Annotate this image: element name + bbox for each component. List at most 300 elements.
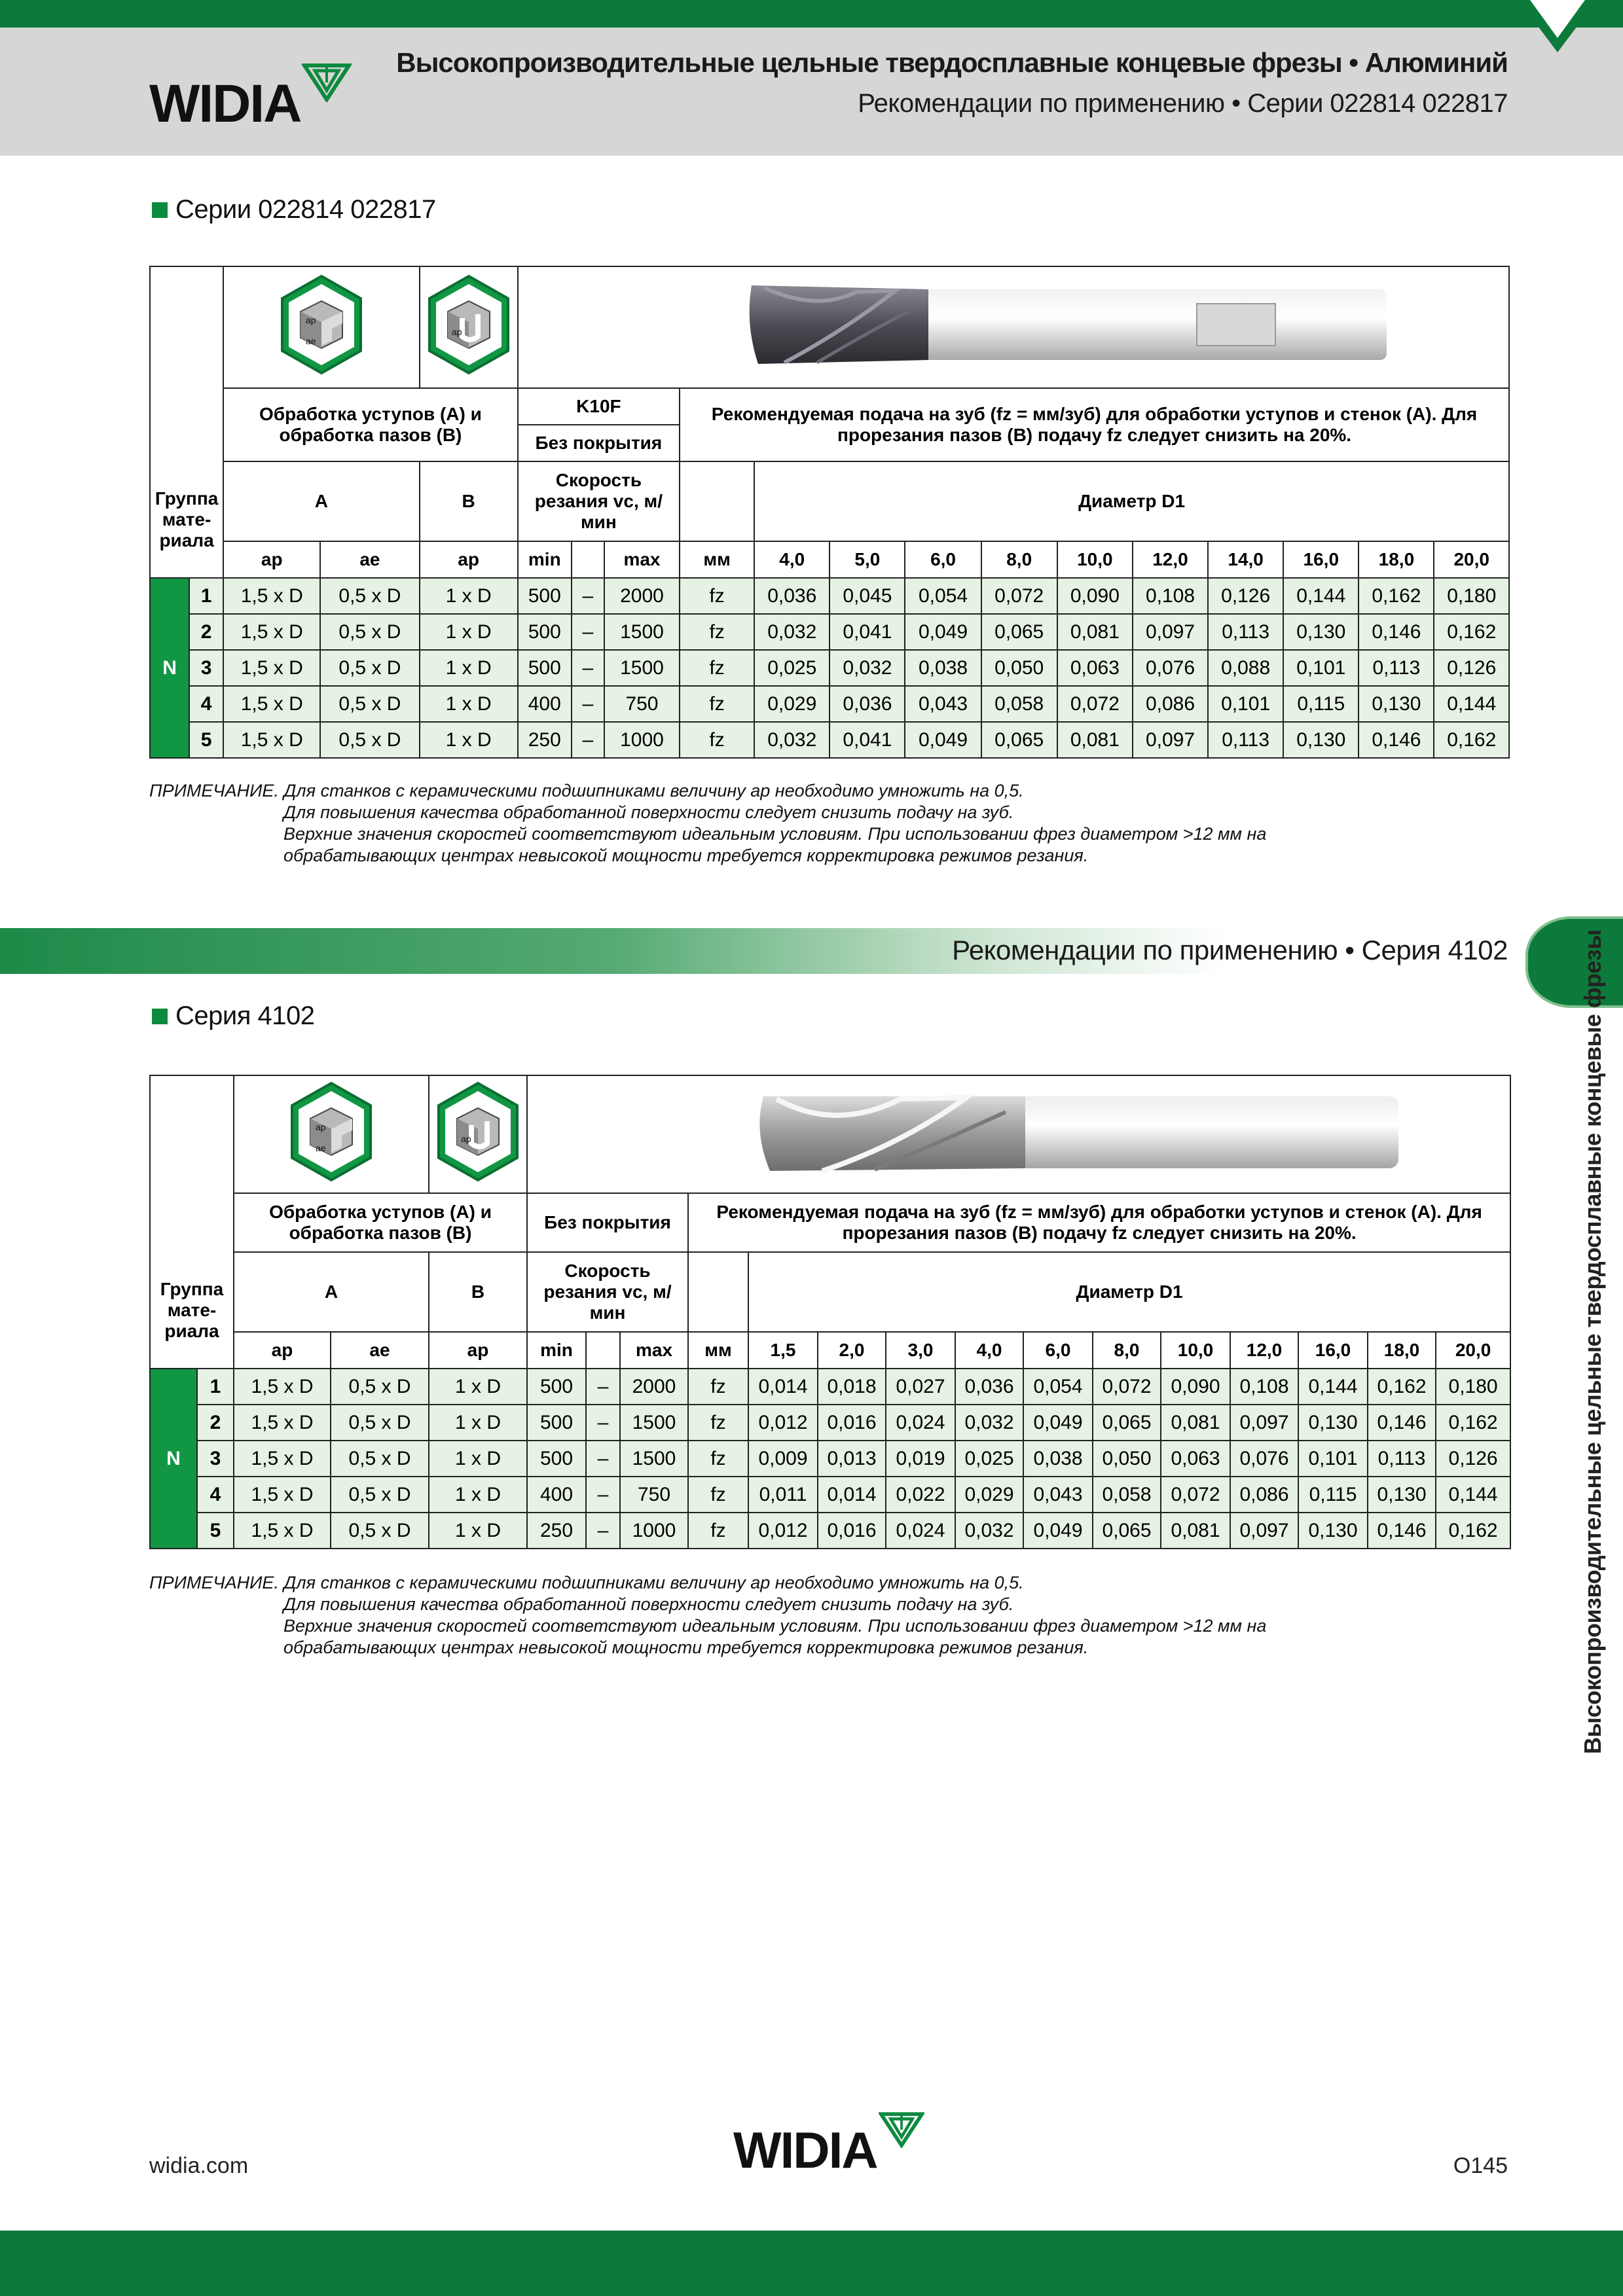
- feed-value: 0,180: [1436, 1369, 1510, 1405]
- unit-cell: fz: [688, 1513, 748, 1549]
- feed-value: 0,032: [754, 722, 830, 758]
- diameter-header: 1,5: [748, 1332, 818, 1369]
- icon-ap-label: ap: [305, 315, 316, 325]
- feed-value: 0,036: [830, 686, 905, 722]
- diameter-header: 18,0: [1359, 541, 1434, 578]
- coating-label: Без покрытия: [518, 425, 680, 461]
- ap-b-value: 1 x D: [420, 686, 518, 722]
- feed-value: 0,011: [748, 1477, 818, 1513]
- ap-value: 1,5 x D: [223, 614, 320, 650]
- material-group-cell: N: [150, 1369, 197, 1549]
- feed-value: 0,113: [1368, 1441, 1436, 1477]
- section2-note: [149, 1572, 1266, 1659]
- ae-value: 0,5 x D: [320, 578, 419, 614]
- feed-value: 0,049: [1023, 1405, 1093, 1441]
- speed-min: 500: [518, 614, 572, 650]
- feed-value: 0,097: [1133, 722, 1208, 758]
- feed-value: 0,126: [1208, 578, 1283, 614]
- feed-value: 0,076: [1133, 650, 1208, 686]
- ap-value: 1,5 x D: [234, 1405, 331, 1441]
- column-b-label: B: [429, 1252, 527, 1332]
- ap-b-value: 1 x D: [429, 1477, 527, 1513]
- section1-tool-image: [518, 266, 1509, 388]
- speed-dash: –: [586, 1405, 620, 1441]
- speed-min: 500: [518, 650, 572, 686]
- section1-heading: [152, 195, 436, 224]
- feed-value: 0,018: [818, 1369, 886, 1405]
- feed-value: 0,081: [1161, 1513, 1230, 1549]
- speed-min: 400: [518, 686, 572, 722]
- feed-value: 0,036: [955, 1369, 1023, 1405]
- ap-b-value: 1 x D: [420, 578, 518, 614]
- speed-max: 1000: [620, 1513, 688, 1549]
- column-b-label: B: [420, 461, 518, 541]
- diameter-header: 3,0: [886, 1332, 955, 1369]
- feed-value: 0,146: [1359, 722, 1434, 758]
- feed-value: 0,027: [886, 1369, 955, 1405]
- speed-dash: –: [572, 614, 604, 650]
- subheader-ae: ae: [320, 541, 419, 578]
- diameter-label: Диаметр D1: [748, 1252, 1510, 1332]
- ap-b-value: 1 x D: [429, 1441, 527, 1477]
- group-label: Группа мате-риала: [150, 1252, 234, 1369]
- feed-value: 0,146: [1368, 1513, 1436, 1549]
- feed-value: 0,081: [1057, 614, 1133, 650]
- unit-cell: fz: [688, 1405, 748, 1441]
- table-row: [150, 722, 1509, 758]
- feed-value: 0,065: [981, 722, 1057, 758]
- feed-value: 0,081: [1057, 722, 1133, 758]
- feed-note: Рекомендуемая подача на зуб (fz = мм/зуб) для обработки уступов и стенок (A). Для прорезания пазов (B) подачу fz следует снизить на 20%.: [688, 1193, 1510, 1252]
- section1-icon-cell-b: [420, 266, 518, 388]
- feed-value: 0,009: [748, 1441, 818, 1477]
- speed-max: 1000: [604, 722, 680, 758]
- operation-label: Обработка уступов (A) и обработка пазов (B): [234, 1193, 527, 1252]
- ae-value: 0,5 x D: [331, 1441, 429, 1477]
- table-row: [150, 578, 1509, 614]
- feed-value: 0,130: [1298, 1405, 1368, 1441]
- unit-cell: fz: [680, 614, 754, 650]
- feed-value: 0,130: [1283, 722, 1359, 758]
- diameter-header: 12,0: [1230, 1332, 1298, 1369]
- diameter-header: 4,0: [754, 541, 830, 578]
- feed-value: 0,032: [754, 614, 830, 650]
- table-row: [150, 1441, 1510, 1477]
- speed-dash: –: [572, 578, 604, 614]
- section1-table: [149, 266, 1510, 759]
- ap-b-value: 1 x D: [420, 722, 518, 758]
- note-line: обрабатывающих центрах невысокой мощности требуется корректировка режимов резания.: [283, 846, 1089, 865]
- speed-dash: –: [586, 1477, 620, 1513]
- feed-value: 0,146: [1359, 614, 1434, 650]
- row-number: 3: [189, 650, 223, 686]
- ae-value: 0,5 x D: [320, 722, 419, 758]
- feed-value: 0,045: [830, 578, 905, 614]
- feed-value: 0,058: [1093, 1477, 1161, 1513]
- table-row: [150, 1369, 1510, 1405]
- subheader-max: max: [604, 541, 680, 578]
- ae-value: 0,5 x D: [320, 686, 419, 722]
- feed-value: 0,086: [1230, 1477, 1298, 1513]
- feed-value: 0,019: [886, 1441, 955, 1477]
- note-line: ПРИМЕЧАНИЕ. Для станков с керамическими подшипниками величину ap необходимо умножить на 0,5.: [149, 1573, 1024, 1592]
- diameter-header: 12,0: [1133, 541, 1208, 578]
- speed-max: 1500: [604, 650, 680, 686]
- row-number: 2: [197, 1405, 234, 1441]
- speed-max: 1500: [620, 1405, 688, 1441]
- unit-blank: [688, 1252, 748, 1332]
- row-number: 1: [189, 578, 223, 614]
- section2-table: [149, 1075, 1511, 1549]
- section2-icon-cell-a: [234, 1075, 429, 1193]
- feed-value: 0,049: [905, 614, 981, 650]
- header-logo: [149, 74, 352, 134]
- table-row: [150, 1513, 1510, 1549]
- diameter-header: 14,0: [1208, 541, 1283, 578]
- unit-cell: fz: [680, 722, 754, 758]
- feed-value: 0,072: [981, 578, 1057, 614]
- feed-value: 0,097: [1230, 1405, 1298, 1441]
- feed-value: 0,012: [748, 1513, 818, 1549]
- section2-heading-text: Серия 4102: [175, 1001, 315, 1030]
- note-line: Верхние значения скоростей соответствуют идеальным условиям. При использовании фрез диаметром >12 мм на: [283, 1616, 1267, 1636]
- feed-value: 0,016: [818, 1405, 886, 1441]
- logo-wordmark: WIDIA: [149, 74, 301, 134]
- speed-min: 250: [518, 722, 572, 758]
- feed-value: 0,058: [981, 686, 1057, 722]
- row-number: 4: [197, 1477, 234, 1513]
- ap-value: 1,5 x D: [234, 1441, 331, 1477]
- ap-value: 1,5 x D: [223, 722, 320, 758]
- diameter-header: 10,0: [1161, 1332, 1230, 1369]
- ap-value: 1,5 x D: [223, 650, 320, 686]
- ap-value: 1,5 x D: [234, 1513, 331, 1549]
- feed-value: 0,041: [830, 722, 905, 758]
- ae-value: 0,5 x D: [331, 1369, 429, 1405]
- feed-value: 0,130: [1283, 614, 1359, 650]
- widia-triangle-icon: [879, 2111, 924, 2148]
- unit-cell: fz: [680, 650, 754, 686]
- end-mill-image: [621, 272, 1406, 377]
- ap-value: 1,5 x D: [234, 1369, 331, 1405]
- feed-value: 0,072: [1093, 1369, 1161, 1405]
- feed-value: 0,180: [1434, 578, 1509, 614]
- feed-value: 0,054: [905, 578, 981, 614]
- note-line: Для повышения качества обработанной поверхности следует снизить подачу на зуб.: [283, 1594, 1014, 1614]
- subheader-max: max: [620, 1332, 688, 1369]
- section1-heading-text: Серии 022814 022817: [175, 195, 436, 224]
- feed-value: 0,050: [1093, 1441, 1161, 1477]
- unit-cell: fz: [680, 578, 754, 614]
- feed-value: 0,038: [905, 650, 981, 686]
- subheader-blank: [572, 541, 604, 578]
- ap-value: 1,5 x D: [223, 686, 320, 722]
- diameter-header: 6,0: [1023, 1332, 1093, 1369]
- feed-value: 0,050: [981, 650, 1057, 686]
- subheader-ap-b: ap: [420, 541, 518, 578]
- group-label: Группа мате-риала: [150, 461, 223, 578]
- speed-label: Скорость резания vc, м/мин: [527, 1252, 688, 1332]
- row-number: 5: [197, 1513, 234, 1549]
- subheader-min: min: [527, 1332, 586, 1369]
- feed-value: 0,076: [1230, 1441, 1298, 1477]
- feed-value: 0,101: [1208, 686, 1283, 722]
- ap-b-value: 1 x D: [420, 614, 518, 650]
- table-row: [150, 1405, 1510, 1441]
- diameter-header: 20,0: [1436, 1332, 1510, 1369]
- speed-min: 250: [527, 1513, 586, 1549]
- feed-value: 0,063: [1161, 1441, 1230, 1477]
- table-row: [150, 686, 1509, 722]
- group-header-top: [150, 1075, 234, 1252]
- bottom-green-bar: [0, 2231, 1623, 2296]
- ap-b-value: 1 x D: [429, 1405, 527, 1441]
- feed-value: 0,130: [1368, 1477, 1436, 1513]
- feed-value: 0,043: [1023, 1477, 1093, 1513]
- diameter-header: 10,0: [1057, 541, 1133, 578]
- speed-min: 500: [518, 578, 572, 614]
- feed-value: 0,144: [1436, 1477, 1510, 1513]
- feed-value: 0,086: [1133, 686, 1208, 722]
- note-line: Для повышения качества обработанной поверхности следует снизить подачу на зуб.: [283, 802, 1014, 822]
- ap-b-value: 1 x D: [420, 650, 518, 686]
- unit-cell: fz: [688, 1441, 748, 1477]
- note-line: ПРИМЕЧАНИЕ. Для станков с керамическими подшипниками величину ap необходимо умножить на 0,5.: [149, 781, 1024, 800]
- speed-max: 1500: [604, 614, 680, 650]
- feed-value: 0,108: [1133, 578, 1208, 614]
- table-row: [150, 1477, 1510, 1513]
- speed-dash: –: [586, 1441, 620, 1477]
- logo-wordmark: WIDIA: [733, 2121, 877, 2179]
- feed-value: 0,088: [1208, 650, 1283, 686]
- subheader-unit: мм: [688, 1332, 748, 1369]
- feed-value: 0,063: [1057, 650, 1133, 686]
- page-subtitle: Рекомендации по применению • Серии 022814 022817: [858, 89, 1508, 118]
- feed-value: 0,013: [818, 1441, 886, 1477]
- speed-max: 750: [604, 686, 680, 722]
- speed-dash: –: [586, 1513, 620, 1549]
- widia-triangle-icon: [302, 63, 352, 102]
- feed-value: 0,049: [1023, 1513, 1093, 1549]
- unit-cell: fz: [688, 1369, 748, 1405]
- feed-value: 0,126: [1434, 650, 1509, 686]
- speed-max: 2000: [620, 1369, 688, 1405]
- feed-value: 0,025: [754, 650, 830, 686]
- speed-dash: –: [572, 686, 604, 722]
- feed-value: 0,022: [886, 1477, 955, 1513]
- group-header-top: [150, 266, 223, 461]
- feed-value: 0,065: [1093, 1405, 1161, 1441]
- ap-value: 1,5 x D: [234, 1477, 331, 1513]
- speed-max: 2000: [604, 578, 680, 614]
- feed-value: 0,115: [1283, 686, 1359, 722]
- subheader-ae: ae: [331, 1332, 429, 1369]
- table-row: [150, 614, 1509, 650]
- section2-heading: [152, 1001, 314, 1031]
- feed-value: 0,115: [1298, 1477, 1368, 1513]
- feed-value: 0,113: [1208, 722, 1283, 758]
- feed-value: 0,014: [748, 1369, 818, 1405]
- feed-value: 0,162: [1434, 722, 1509, 758]
- diameter-label: Диаметр D1: [754, 461, 1509, 541]
- row-number: 5: [189, 722, 223, 758]
- feed-value: 0,090: [1161, 1369, 1230, 1405]
- speed-min: 500: [527, 1405, 586, 1441]
- top-corner-cutout: [1530, 0, 1585, 38]
- slot-milling-icon: [432, 1079, 524, 1184]
- speed-min: 500: [527, 1369, 586, 1405]
- feed-value: 0,144: [1283, 578, 1359, 614]
- feed-value: 0,072: [1161, 1477, 1230, 1513]
- icon-ae-label: ae: [316, 1143, 326, 1153]
- feed-value: 0,162: [1436, 1405, 1510, 1441]
- feed-value: 0,012: [748, 1405, 818, 1441]
- diameter-header: 6,0: [905, 541, 981, 578]
- diameter-header: 8,0: [981, 541, 1057, 578]
- ae-value: 0,5 x D: [320, 650, 419, 686]
- material-group-cell: N: [150, 578, 189, 758]
- feed-value: 0,162: [1434, 614, 1509, 650]
- feed-value: 0,054: [1023, 1369, 1093, 1405]
- feed-value: 0,016: [818, 1513, 886, 1549]
- subheader-min: min: [518, 541, 572, 578]
- feed-value: 0,072: [1057, 686, 1133, 722]
- column-a-label: A: [234, 1252, 429, 1332]
- diameter-header: 4,0: [955, 1332, 1023, 1369]
- feed-value: 0,101: [1298, 1441, 1368, 1477]
- section2-tool-image: [527, 1075, 1510, 1193]
- ap-b-value: 1 x D: [429, 1513, 527, 1549]
- feed-value: 0,097: [1133, 614, 1208, 650]
- feed-value: 0,041: [830, 614, 905, 650]
- diameter-header: 16,0: [1298, 1332, 1368, 1369]
- feed-value: 0,113: [1359, 650, 1434, 686]
- feed-value: 0,024: [886, 1513, 955, 1549]
- unit-cell: fz: [680, 686, 754, 722]
- feed-value: 0,032: [955, 1513, 1023, 1549]
- feed-value: 0,113: [1208, 614, 1283, 650]
- note-line: Верхние значения скоростей соответствуют идеальным условиям. При использовании фрез диаметром >12 мм на: [283, 824, 1267, 844]
- speed-dash: –: [572, 722, 604, 758]
- coating-label: Без покрытия: [527, 1193, 688, 1252]
- feed-value: 0,029: [955, 1477, 1023, 1513]
- subheader-unit: мм: [680, 541, 754, 578]
- shoulder-milling-icon: [285, 1079, 377, 1184]
- footer-website-link[interactable]: widia.com: [149, 2153, 249, 2178]
- page-number: O145: [1453, 2153, 1508, 2178]
- feed-value: 0,130: [1298, 1513, 1368, 1549]
- feed-value: 0,097: [1230, 1513, 1298, 1549]
- feed-value: 0,162: [1436, 1513, 1510, 1549]
- feed-value: 0,162: [1368, 1369, 1436, 1405]
- band-title: Рекомендации по применению • Серия 4102: [952, 935, 1508, 965]
- row-number: 3: [197, 1441, 234, 1477]
- ap-b-value: 1 x D: [429, 1369, 527, 1405]
- diameter-header: 8,0: [1093, 1332, 1161, 1369]
- note-line: обрабатывающих центрах невысокой мощности требуется корректировка режимов резания.: [283, 1638, 1089, 1657]
- feed-value: 0,025: [955, 1441, 1023, 1477]
- row-number: 1: [197, 1369, 234, 1405]
- section1-icon-cell-a: [223, 266, 419, 388]
- feed-value: 0,081: [1161, 1405, 1230, 1441]
- feed-value: 0,049: [905, 722, 981, 758]
- feed-value: 0,065: [981, 614, 1057, 650]
- feed-value: 0,036: [754, 578, 830, 614]
- speed-dash: –: [572, 650, 604, 686]
- feed-value: 0,162: [1359, 578, 1434, 614]
- operation-label: Обработка уступов (A) и обработка пазов (B): [223, 388, 518, 461]
- feed-value: 0,101: [1283, 650, 1359, 686]
- feed-value: 0,043: [905, 686, 981, 722]
- feed-value: 0,108: [1230, 1369, 1298, 1405]
- ae-value: 0,5 x D: [331, 1477, 429, 1513]
- feed-value: 0,144: [1434, 686, 1509, 722]
- side-vertical-title: Высокопроизводительные цельные твердосплавные концевые фрезы: [1579, 929, 1606, 1754]
- speed-max: 750: [620, 1477, 688, 1513]
- diameter-header: 20,0: [1434, 541, 1509, 578]
- feed-value: 0,130: [1359, 686, 1434, 722]
- subheader-blank: [586, 1332, 620, 1369]
- feed-value: 0,024: [886, 1405, 955, 1441]
- icon-ap-label: ap: [451, 327, 462, 337]
- feed-value: 0,038: [1023, 1441, 1093, 1477]
- speed-label: Скорость резания vc, м/мин: [518, 461, 680, 541]
- speed-min: 500: [527, 1441, 586, 1477]
- page-title: Высокопроизводительные цельные твердосплавные концевые фрезы • Алюминий: [396, 47, 1508, 78]
- ae-value: 0,5 x D: [331, 1513, 429, 1549]
- ae-value: 0,5 x D: [320, 614, 419, 650]
- diameter-header: 18,0: [1368, 1332, 1436, 1369]
- speed-max: 1500: [620, 1441, 688, 1477]
- top-green-bar: [0, 0, 1623, 27]
- column-a-label: A: [223, 461, 419, 541]
- subheader-ap: ap: [234, 1332, 331, 1369]
- footer-logo: [733, 2121, 924, 2179]
- grade-label: K10F: [518, 388, 680, 425]
- ae-value: 0,5 x D: [331, 1405, 429, 1441]
- feed-value: 0,065: [1093, 1513, 1161, 1549]
- row-number: 4: [189, 686, 223, 722]
- diameter-header: 2,0: [818, 1332, 886, 1369]
- icon-ap-label: ap: [461, 1134, 471, 1144]
- speed-min: 400: [527, 1477, 586, 1513]
- slot-milling-icon: [423, 272, 515, 377]
- table-row: [150, 650, 1509, 686]
- section2-icon-cell-b: [429, 1075, 527, 1193]
- unit-blank: [680, 461, 754, 541]
- ap-value: 1,5 x D: [223, 578, 320, 614]
- heading-square-icon: [152, 1009, 168, 1024]
- feed-value: 0,090: [1057, 578, 1133, 614]
- feed-value: 0,032: [955, 1405, 1023, 1441]
- section1-note: [149, 780, 1266, 867]
- feed-value: 0,146: [1368, 1405, 1436, 1441]
- subheader-ap-b: ap: [429, 1332, 527, 1369]
- icon-ap-label: ap: [316, 1122, 326, 1132]
- end-mill-image: [626, 1079, 1412, 1184]
- subheader-ap: ap: [223, 541, 320, 578]
- unit-cell: fz: [688, 1477, 748, 1513]
- side-tab: [1525, 916, 1623, 1008]
- speed-dash: –: [586, 1369, 620, 1405]
- diameter-header: 5,0: [830, 541, 905, 578]
- feed-note: Рекомендуемая подача на зуб (fz = мм/зуб) для обработки уступов и стенок (A). Для прорезания пазов (B) подачу fz следует снизить на 20%.: [680, 388, 1509, 461]
- feed-value: 0,029: [754, 686, 830, 722]
- feed-value: 0,032: [830, 650, 905, 686]
- diameter-header: 16,0: [1283, 541, 1359, 578]
- heading-square-icon: [152, 202, 168, 218]
- shoulder-milling-icon: [276, 272, 367, 377]
